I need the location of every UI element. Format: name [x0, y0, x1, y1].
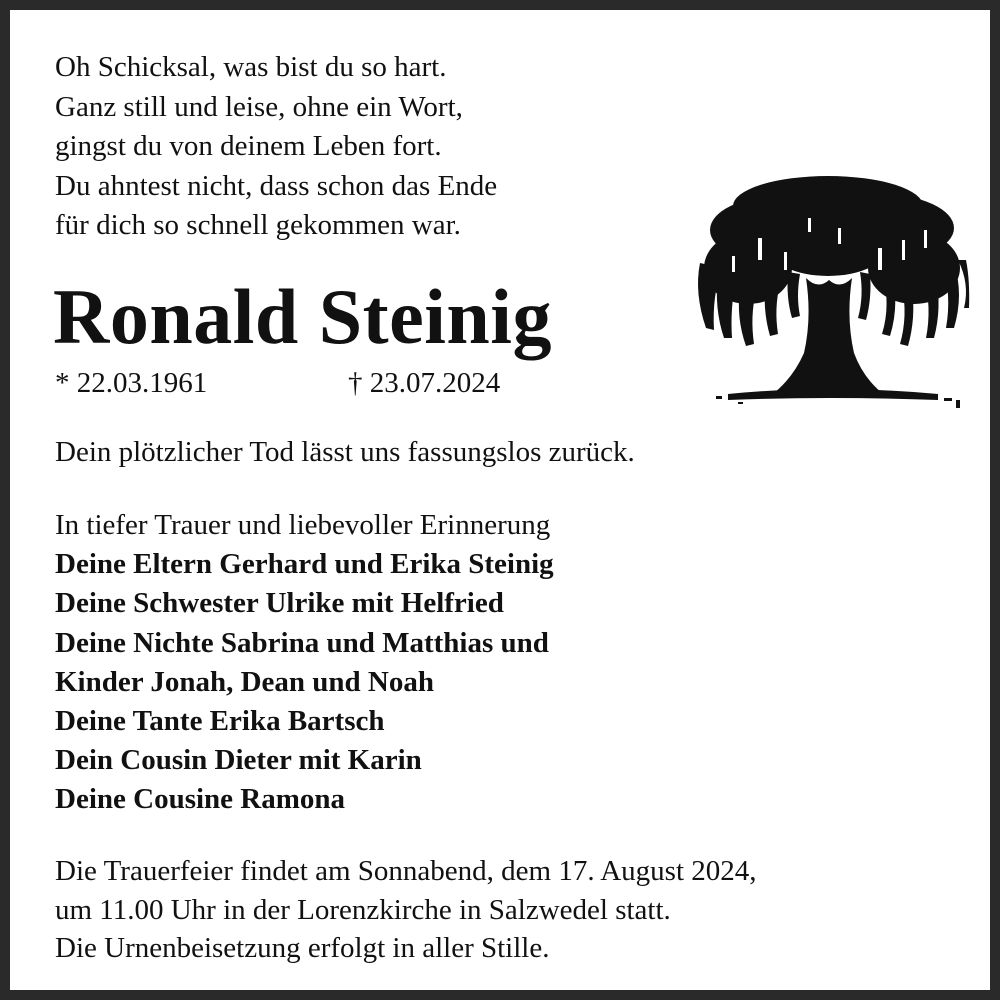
weeping-willow-icon — [688, 168, 970, 412]
mourner-line: Kinder Jonah, Dean und Noah — [55, 665, 434, 698]
mourner-line: Deine Tante Erika Bartsch — [55, 705, 385, 738]
poem-line: für dich so schnell gekommen war. — [55, 209, 461, 241]
poem-line: gingst du von deinem Leben fort. — [55, 130, 442, 162]
funeral-line: um 11.00 Uhr in der Lorenzkirche in Salzwedel statt. — [55, 893, 671, 926]
mourning-intro: In tiefer Trauer und liebevoller Erinnerung — [55, 509, 551, 541]
condolence-line: Dein plötzlicher Tod lässt uns fassungslos zurück. — [55, 436, 635, 468]
mourner-line: Dein Cousin Dieter mit Karin — [55, 744, 422, 777]
mourners-list — [55, 506, 554, 820]
funeral-line: Die Trauerfeier findet am Sonnabend, dem 17. August 2024, — [55, 855, 757, 887]
death-date: † 23.07.2024 — [348, 367, 501, 399]
mourner-line: Deine Schwester Ulrike mit Helfried — [55, 587, 504, 620]
poem — [55, 48, 497, 246]
poem-line: Oh Schicksal, was bist du so hart. — [55, 51, 447, 83]
life-dates — [55, 365, 501, 401]
birth-date: * 22.03.1961 — [55, 367, 208, 399]
funeral-info — [55, 852, 757, 968]
mourner-line: Deine Nichte Sabrina und Matthias und — [55, 626, 549, 659]
poem-line: Du ahntest nicht, dass schon das Ende — [55, 169, 498, 202]
mourner-line: Deine Eltern Gerhard und Erika Steinig — [55, 548, 554, 581]
deceased-name: Ronald Steinig — [53, 273, 552, 360]
funeral-line: Die Urnenbeisetzung erfolgt in aller Stille. — [55, 932, 550, 965]
poem-line: Ganz still und leise, ohne ein Wort, — [55, 90, 463, 123]
mourner-line: Deine Cousine Ramona — [55, 783, 346, 816]
